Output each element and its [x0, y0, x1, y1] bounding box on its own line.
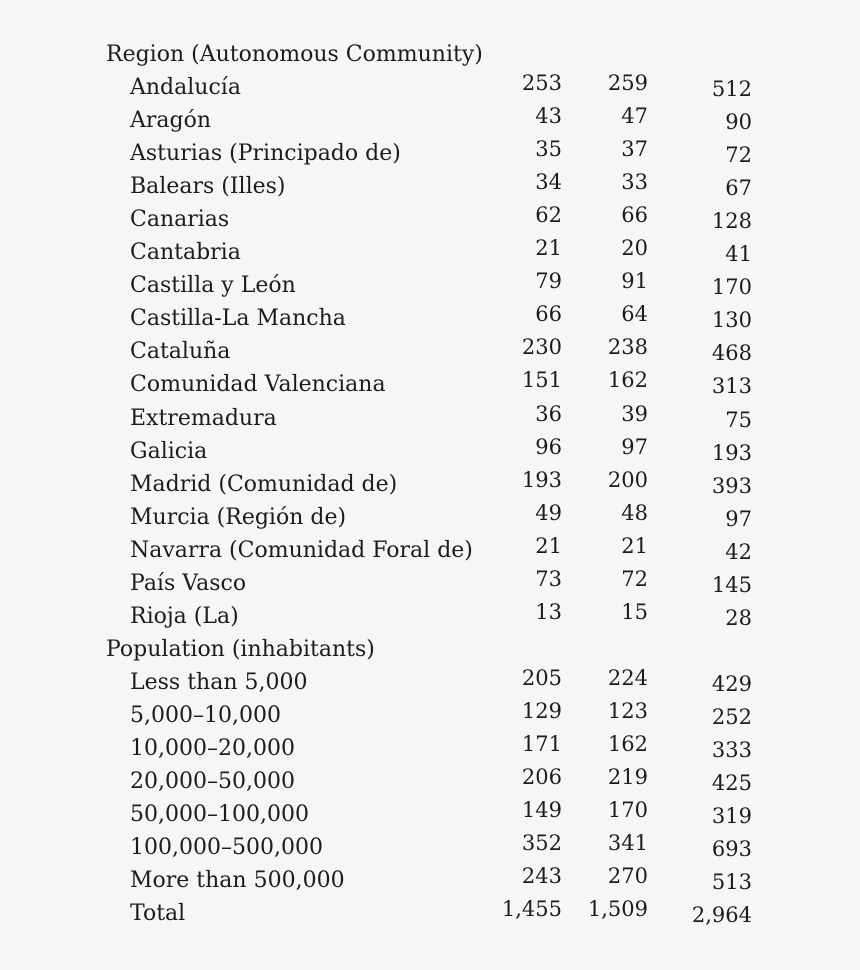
table-row [106, 567, 756, 600]
row-label: 5,000–10,000 [130, 702, 281, 728]
cell-col1: 253 [521, 71, 562, 96]
row-label: Aragón [130, 108, 212, 134]
cell-col2: 341 [607, 831, 648, 856]
cell-col1: 21 [535, 236, 562, 261]
cell-col1: 205 [521, 665, 562, 690]
cell-col2: 224 [607, 665, 648, 690]
cell-col3: 693 [711, 837, 752, 862]
cell-col2: 270 [607, 864, 648, 889]
cell-col1: 21 [535, 533, 562, 558]
cell-col3: 468 [711, 341, 752, 366]
cell-col3: 170 [711, 275, 752, 300]
cell-col1: 1,455 [501, 897, 562, 922]
row-label: Navarra (Comunidad Foral de) [130, 537, 473, 563]
cell-col3: 393 [711, 473, 752, 498]
cell-col3: 333 [711, 737, 752, 762]
row-label: Rioja (La) [130, 603, 239, 629]
cell-col3: 425 [711, 771, 752, 796]
cell-col2: 1,509 [587, 897, 648, 922]
table-row [106, 368, 756, 401]
cell-col2: 97 [621, 434, 648, 459]
table-row [106, 798, 756, 831]
table-row [106, 699, 756, 732]
table-row [106, 666, 756, 699]
row-label: 100,000–500,000 [130, 835, 323, 861]
cell-col3: 193 [711, 440, 752, 465]
cell-col3: 319 [711, 804, 752, 829]
data-table [106, 38, 756, 930]
cell-col1: 43 [535, 104, 562, 129]
cell-col1: 171 [521, 731, 562, 756]
table-row [106, 402, 756, 435]
table-row [106, 269, 756, 302]
table-row [106, 732, 756, 765]
cell-col2: 33 [621, 170, 648, 195]
cell-col2: 39 [621, 401, 648, 426]
cell-col3: 75 [725, 407, 752, 432]
cell-col2: 37 [621, 137, 648, 162]
cell-col1: 151 [521, 368, 562, 393]
cell-col2: 200 [607, 467, 648, 492]
cell-col3: 145 [711, 572, 752, 597]
table-row [106, 203, 756, 236]
cell-col1: 49 [535, 500, 562, 525]
row-label: País Vasco [130, 570, 247, 596]
cell-col1: 129 [521, 698, 562, 723]
row-label: Madrid (Comunidad de) [130, 471, 398, 497]
table-row [106, 600, 756, 633]
cell-col2: 15 [621, 599, 648, 624]
cell-col2: 219 [607, 765, 648, 790]
cell-col3: 41 [725, 242, 752, 267]
cell-col1: 34 [535, 170, 562, 195]
cell-col1: 230 [521, 335, 562, 360]
cell-col1: 352 [521, 831, 562, 856]
table-row [106, 468, 756, 501]
table-row [106, 831, 756, 864]
cell-col1: 13 [535, 599, 562, 624]
row-label: Galicia [130, 438, 208, 464]
cell-col1: 35 [535, 137, 562, 162]
cell-col1: 206 [521, 765, 562, 790]
cell-col3: 130 [711, 308, 752, 333]
table-row [106, 501, 756, 534]
cell-col3: 72 [725, 143, 752, 168]
cell-col3: 513 [711, 870, 752, 895]
row-label: Total [130, 901, 186, 927]
table-row [106, 302, 756, 335]
table-row [106, 534, 756, 567]
table-row [106, 765, 756, 798]
table-row [106, 71, 756, 104]
cell-col3: 128 [711, 209, 752, 234]
cell-col3: 42 [725, 539, 752, 564]
row-label: Canarias [130, 207, 230, 233]
cell-col2: 162 [607, 731, 648, 756]
cell-col2: 72 [621, 566, 648, 591]
table-row [106, 170, 756, 203]
cell-col1: 73 [535, 566, 562, 591]
table-row [106, 335, 756, 368]
table-row [106, 435, 756, 468]
row-label: Murcia (Región de) [130, 504, 347, 530]
table-row [106, 236, 756, 269]
cell-col2: 259 [607, 71, 648, 96]
cell-col2: 48 [621, 500, 648, 525]
section-title: Region (Autonomous Community) [106, 42, 483, 67]
row-label: 10,000–20,000 [130, 735, 295, 761]
table-row [106, 104, 756, 137]
row-label: Extremadura [130, 405, 277, 431]
row-label: Balears (Illes) [130, 174, 286, 200]
table-row [106, 864, 756, 897]
table-row-total [106, 897, 756, 930]
cell-col1: 66 [535, 302, 562, 327]
table-row [106, 137, 756, 170]
cell-col2: 123 [607, 698, 648, 723]
cell-col1: 243 [521, 864, 562, 889]
cell-col3: 429 [711, 671, 752, 696]
row-label: 20,000–50,000 [130, 769, 295, 795]
row-label: 50,000–100,000 [130, 802, 309, 828]
row-label: Andalucía [130, 75, 241, 101]
cell-col3: 97 [725, 506, 752, 531]
cell-col3: 28 [725, 605, 752, 630]
cell-col1: 149 [521, 798, 562, 823]
cell-col1: 79 [535, 269, 562, 294]
cell-col1: 96 [535, 434, 562, 459]
row-label: Castilla-La Mancha [130, 306, 346, 332]
cell-col3: 90 [725, 110, 752, 135]
cell-col3: 313 [711, 374, 752, 399]
cell-col2: 20 [621, 236, 648, 261]
row-label: Cataluña [130, 339, 231, 365]
row-label: Less than 5,000 [130, 669, 308, 695]
row-label: Comunidad Valenciana [130, 372, 386, 398]
cell-col3: 512 [711, 77, 752, 102]
cell-col3: 67 [725, 176, 752, 201]
cell-col1: 62 [535, 203, 562, 228]
cell-col2: 47 [621, 104, 648, 129]
row-label: Cantabria [130, 240, 241, 266]
row-label: Asturias (Principado de) [130, 141, 401, 167]
row-label: Castilla y León [130, 273, 296, 299]
row-label: More than 500,000 [130, 868, 345, 894]
cell-col2: 66 [621, 203, 648, 228]
cell-col1: 193 [521, 467, 562, 492]
section-header-region [106, 38, 756, 71]
cell-col2: 91 [621, 269, 648, 294]
cell-col2: 238 [607, 335, 648, 360]
cell-col2: 162 [607, 368, 648, 393]
cell-col3: 2,964 [691, 903, 752, 928]
cell-col3: 252 [711, 704, 752, 729]
cell-col2: 21 [621, 533, 648, 558]
section-header-population [106, 633, 756, 666]
cell-col2: 64 [621, 302, 648, 327]
cell-col1: 36 [535, 401, 562, 426]
cell-col2: 170 [607, 798, 648, 823]
section-title: Population (inhabitants) [106, 636, 375, 662]
